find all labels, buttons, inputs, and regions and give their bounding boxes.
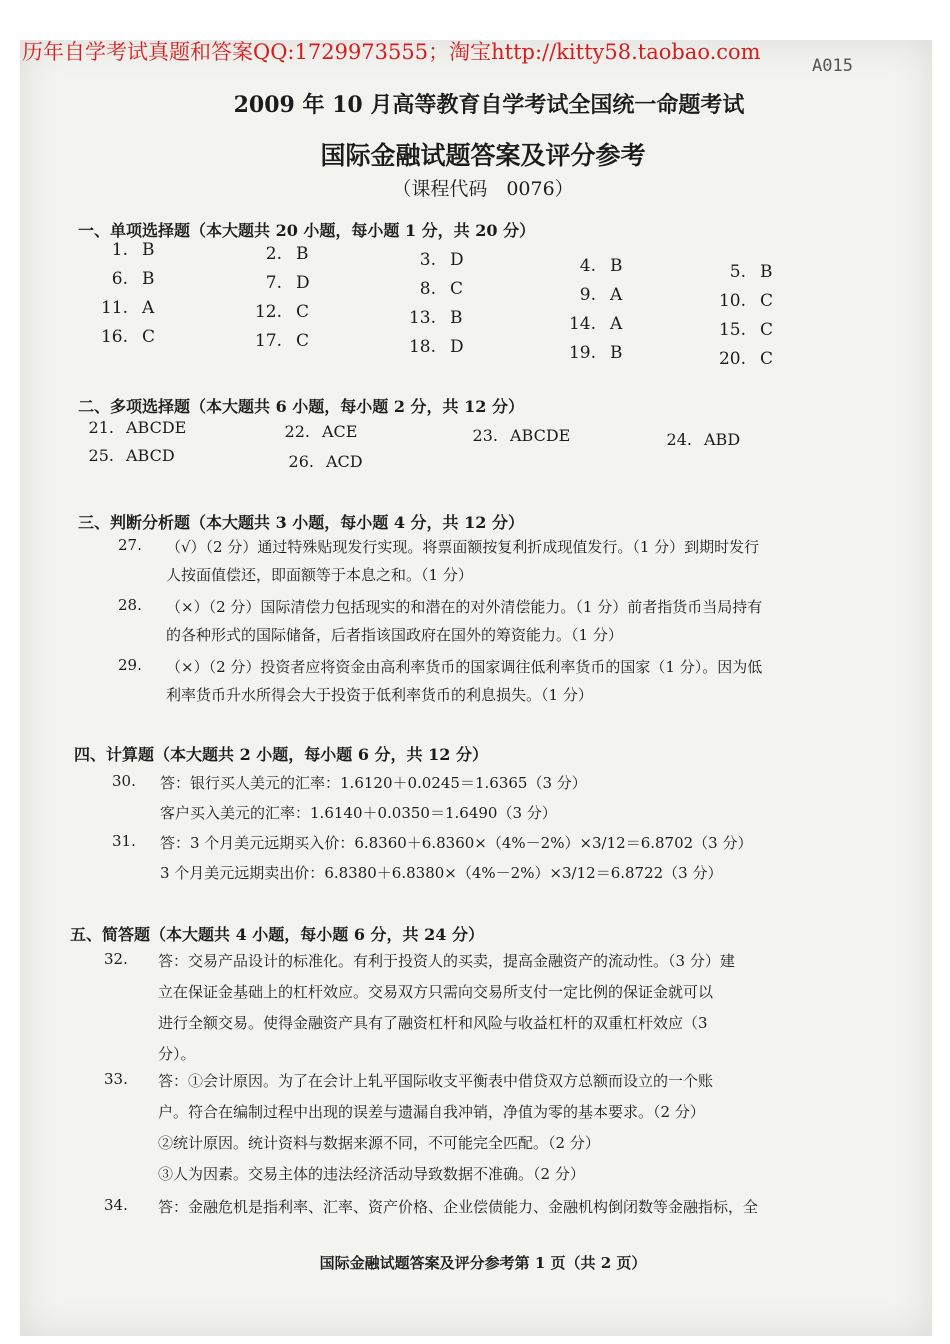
question-number: 6. — [111, 269, 128, 289]
question-number: 22. — [284, 422, 310, 441]
question-number: 14. — [568, 314, 596, 334]
question-number: 10. — [718, 291, 746, 311]
single-choice-answer — [706, 320, 773, 340]
calculation-answer-text: 客户买入美元的汇率：1.6140＋0.0350＝1.6490（3 分） — [160, 804, 557, 822]
document-code-mark: A015 — [812, 56, 853, 76]
judgement-answer-number: 28. — [118, 596, 142, 614]
judgement-answer-text: 人按面值偿还，即面额等于本息之和。（1 分） — [166, 566, 473, 584]
answer-value: ABD — [704, 430, 741, 449]
single-choice-answer — [242, 273, 310, 293]
calculation-answer-text: 答：3 个月美元远期买入价：6.8360＋6.8360×（4%－2%）×3/12＝6.8702（3 分） — [160, 834, 753, 852]
question-number: 19. — [568, 343, 596, 363]
question-number: 23. — [472, 426, 498, 445]
answer-value: B — [610, 343, 623, 363]
section-heading-single-choice: 一、单项选择题（本大题共 20 小题，每小题 1 分，共 20 分） — [78, 221, 536, 240]
single-choice-answer — [556, 343, 623, 363]
judgement-answer-text: （×）（2 分）国际清偿力包括现实的和潜在的对外清偿能力。（1 分）前者指货币当局持有 — [166, 598, 763, 616]
multiple-choice-answer — [82, 418, 186, 437]
answer-value: C — [296, 331, 310, 351]
single-choice-answer — [88, 240, 155, 260]
section-heading-calculation: 四、计算题（本大题共 2 小题，每小题 6 分，共 12 分） — [74, 745, 488, 764]
short-answer-text: ③人为因素。交易主体的违法经济活动导致数据不准确。（2 分） — [158, 1165, 585, 1183]
multiple-choice-answer — [660, 430, 740, 449]
single-choice-answer — [396, 279, 463, 299]
judgement-answer-text: 的各种形式的国际储备，后者指该国政府在国外的筹资能力。（1 分） — [166, 626, 623, 644]
section-heading-judgement: 三、判断分析题（本大题共 3 小题，每小题 4 分，共 12 分） — [78, 513, 524, 532]
short-answer-text: 答：交易产品设计的标准化。有利于投资人的买卖，提高金融资产的流动性。（3 分）建 — [158, 952, 735, 970]
question-number: 12. — [254, 302, 282, 322]
question-number: 1. — [111, 240, 128, 260]
answer-value: ABCD — [126, 446, 175, 465]
multiple-choice-answer — [278, 422, 357, 441]
short-answer-text: 立在保证金基础上的杠杆效应。交易双方只需向交易所支付一定比例的保证金就可以 — [158, 983, 714, 1001]
single-choice-answer — [396, 337, 464, 357]
answer-value: B — [760, 262, 773, 282]
answer-value: B — [142, 240, 155, 260]
single-choice-answer — [88, 298, 154, 318]
question-number: 17. — [254, 331, 282, 351]
short-answer-number: 33. — [104, 1070, 128, 1088]
answer-value: ACE — [322, 422, 358, 441]
question-number: 15. — [718, 320, 746, 340]
short-answer-text: 分）。 — [158, 1045, 196, 1063]
single-choice-answer — [556, 256, 623, 276]
answer-value: C — [450, 279, 464, 299]
judgement-answer-text: （√）（2 分）通过特殊贴现发行实现。将票面额按复利折成现值发行。（1 分）到期时发行 — [166, 538, 760, 556]
question-number: 25. — [88, 446, 114, 465]
single-choice-answer — [556, 285, 622, 305]
question-number: 11. — [100, 298, 128, 318]
answer-value: ABCDE — [126, 418, 187, 437]
single-choice-answer — [706, 291, 773, 311]
document-title: 国际金融试题答案及评分参考 — [320, 141, 646, 170]
answer-value: A — [610, 314, 623, 334]
question-number: 9. — [579, 285, 596, 305]
section-heading-short-answer: 五、简答题（本大题共 4 小题，每小题 6 分，共 24 分） — [70, 925, 484, 944]
answer-value: B — [610, 256, 623, 276]
answer-value: D — [450, 250, 464, 270]
answer-value: D — [296, 273, 310, 293]
question-number: 16. — [100, 327, 128, 347]
answer-value: C — [296, 302, 310, 322]
single-choice-answer — [88, 327, 155, 347]
multiple-choice-answer — [282, 452, 363, 471]
answer-value: ACD — [326, 452, 363, 471]
answer-value: A — [142, 298, 155, 318]
question-number: 4. — [579, 256, 596, 276]
answer-value: D — [450, 337, 464, 357]
answer-value: C — [760, 291, 774, 311]
question-number: 20. — [718, 349, 746, 369]
multiple-choice-answer — [82, 446, 175, 465]
answer-value: B — [450, 308, 463, 328]
question-number: 5. — [729, 262, 746, 282]
short-answer-number: 32. — [104, 950, 128, 968]
question-number: 18. — [408, 337, 436, 357]
page-footer: 国际金融试题答案及评分参考第 1 页（共 2 页） — [319, 1254, 647, 1272]
single-choice-answer — [396, 308, 463, 328]
short-answer-text: ②统计原因。统计资料与数据来源不同，不可能完全匹配。（2 分） — [158, 1134, 600, 1152]
question-number: 24. — [666, 430, 692, 449]
single-choice-answer — [396, 250, 464, 270]
question-number: 8. — [419, 279, 436, 299]
single-choice-answer — [88, 269, 155, 289]
short-answer-text: 户。符合在编制过程中出现的误差与遗漏自我冲销，净值为零的基本要求。（2 分） — [158, 1103, 705, 1121]
judgement-answer-number: 27. — [118, 536, 142, 554]
section-heading-multiple-choice: 二、多项选择题（本大题共 6 小题，每小题 2 分，共 12 分） — [78, 397, 524, 416]
exam-title: 2009 年 10 月高等教育自学考试全国统一命题考试 — [233, 92, 745, 118]
calculation-answer-number: 31. — [112, 832, 136, 850]
question-number: 7. — [265, 273, 282, 293]
single-choice-answer — [242, 331, 309, 351]
calculation-answer-text: 答：银行买人美元的汇率：1.6120＋0.0245＝1.6365（3 分） — [160, 774, 587, 792]
multiple-choice-answer — [466, 426, 570, 445]
course-code: （课程代码 0076） — [392, 178, 574, 200]
question-number: 21. — [88, 418, 114, 437]
answer-value: B — [296, 244, 309, 264]
answer-value: ABCDE — [510, 426, 571, 445]
short-answer-text: 进行全额交易。使得金融资产具有了融资杠杆和风险与收益杠杆的双重杠杆效应（3 — [158, 1014, 708, 1032]
single-choice-answer — [706, 349, 773, 369]
single-choice-answer — [242, 244, 309, 264]
question-number: 13. — [408, 308, 436, 328]
question-number: 2. — [265, 244, 282, 264]
judgement-answer-number: 29. — [118, 656, 142, 674]
single-choice-answer — [706, 262, 773, 282]
answer-value: A — [610, 285, 623, 305]
header-advertisement[interactable]: 历年自学考试真题和答案QQ:1729973555；淘宝http://kitty58.taobao.com — [22, 40, 761, 64]
answer-value: B — [142, 269, 155, 289]
question-number: 26. — [288, 452, 314, 471]
answer-value: C — [760, 320, 774, 340]
question-number: 3. — [419, 250, 436, 270]
calculation-answer-text: 3 个月美元远期卖出价：6.8380＋6.8380×（4%－2%）×3/12＝6.8722（3 分） — [160, 864, 723, 882]
judgement-answer-text: 利率货币升水所得会大于投资于低利率货币的利息损失。（1 分） — [166, 686, 593, 704]
answer-value: C — [142, 327, 156, 347]
short-answer-number: 34. — [104, 1196, 128, 1214]
single-choice-answer — [556, 314, 622, 334]
judgement-answer-text: （×）（2 分）投资者应将资金由高利率货币的国家调往低利率货币的国家（1 分）。因为低 — [166, 658, 763, 676]
answer-value: C — [760, 349, 774, 369]
short-answer-text: 答：①会计原因。为了在会计上轧平国际收支平衡表中借贷双方总额而设立的一个账 — [158, 1072, 714, 1090]
single-choice-answer — [242, 302, 309, 322]
short-answer-text: 答：金融危机是指利率、汇率、资产价格、企业偿债能力、金融机构倒闭数等金融指标，全 — [158, 1198, 759, 1216]
calculation-answer-number: 30. — [112, 772, 136, 790]
